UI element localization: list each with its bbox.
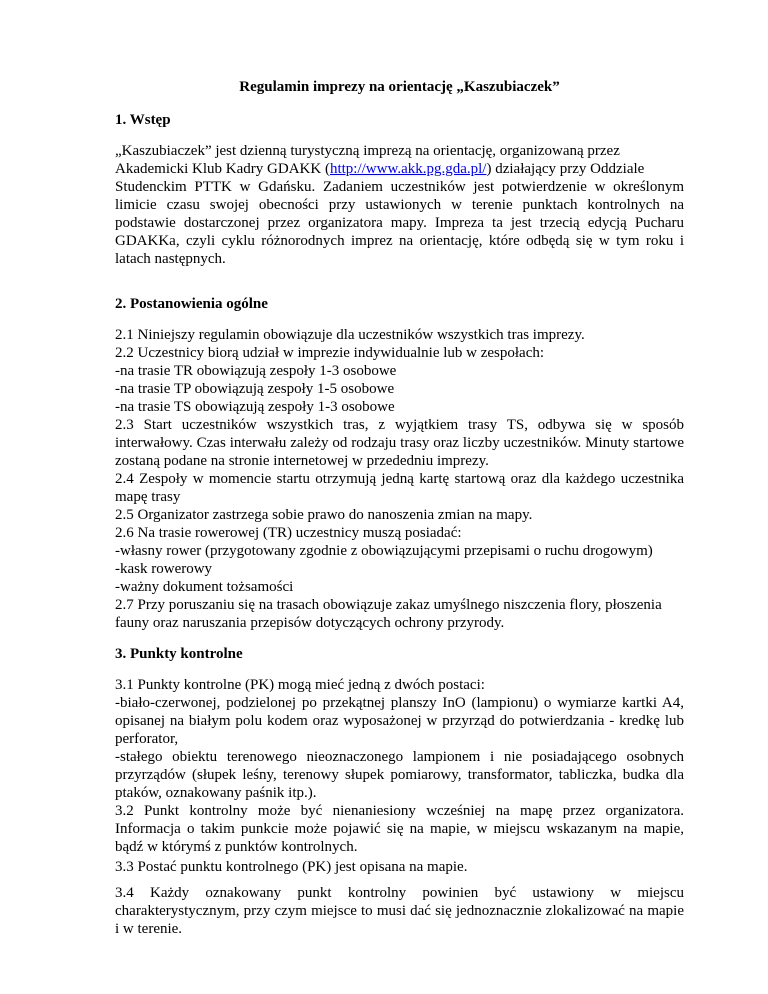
paragraph-2-2: 2.2 Uczestnicy biorą udział w imprezie indywidualnie lub w zespołach:: [115, 345, 545, 361]
section-1-line-1: „Kaszubiaczek” jest dzienną turystyczną imprezą na orientację, organizowaną przez: [115, 143, 620, 159]
list-item-2-2-ts: -na trasie TS obowiązują zespoły 1-3 osobowe: [115, 399, 395, 415]
list-item-2-6-bike: -własny rower (przygotowany zgodnie z obowiązującymi przepisami o ruchu drogowym): [115, 543, 653, 559]
paragraph-2-5: 2.5 Organizator zastrzega sobie prawo do nanoszenia zmian na mapy.: [115, 507, 533, 523]
section-1-body: Studenckim PTTK w Gdańsku. Zadaniem uczestników jest potwierdzenie w określonym limicie czasu swojej obecności przy ustawionych w terenie punktach kontrolnych na podstawie dostarczonej przez organizatora mapy. Impreza ta jest trzecią edycją Pucharu GDAKKa, czyli cyklu różnorodnych imprez na orientację, które odbędą się w tym roku i latach następnych.: [115, 179, 684, 267]
paragraph-2-4: 2.4 Zespoły w momencie startu otrzymują jedną kartę startową oraz dla każdego uczestnika mapę trasy: [115, 471, 684, 505]
paragraph-2-1: 2.1 Niniejszy regulamin obowiązuje dla uczestników wszystkich tras imprezy.: [115, 327, 585, 343]
paragraph-3-3: 3.3 Postać punktu kontrolnego (PK) jest opisana na mapie.: [115, 859, 468, 875]
section-1-line-2-post: ) działający przy Oddziale: [486, 161, 645, 177]
section-3-heading: 3. Punkty kontrolne: [115, 646, 243, 662]
section-1-line-2: [115, 160, 684, 178]
section-1-line-2-pre: Akademicki Klub Kadry GDAKK (: [115, 161, 330, 177]
section-2-heading: 2. Postanowienia ogólne: [115, 296, 268, 312]
akk-website-link[interactable]: http://www.akk.pg.gda.pl/: [329, 161, 487, 177]
list-item-3-1-object: -stałego obiektu terenowego nieoznaczonego lampionem i nie posiadającego osobnych przyrządów (słupek leśny, terenowy słupek pomiarowy, transformator, tabliczka, budka dla ptaków, oznakowany paśnik itp.).: [115, 749, 684, 801]
paragraph-2-7: 2.7 Przy poruszaniu się na trasach obowiązuje zakaz umyślnego niszczenia flory, płoszenia fauny oraz naruszania przepisów dotyczących ochrony przyrody.: [115, 597, 662, 631]
list-item-3-1-lampion: -biało-czerwonej, podzielonej po przekątnej planszy InO (lampionu) o wymiarze kartki A4, opisanej na białym polu kodem oraz wyposażonej w przyrząd do potwierdzania - kredkę lub perforator,: [115, 695, 684, 747]
paragraph-3-1: 3.1 Punkty kontrolne (PK) mogą mieć jedną z dwóch postaci:: [115, 677, 485, 693]
section-1-heading: 1. Wstęp: [115, 112, 171, 128]
list-item-2-6-helmet: -kask rowerowy: [115, 561, 213, 577]
list-item-2-2-tp: -na trasie TP obowiązują zespoły 1-5 osobowe: [115, 381, 395, 397]
paragraph-3-4: 3.4 Każdy oznakowany punkt kontrolny powinien być ustawiony w miejscu charakterystycznym, przy czym miejsce to musi dać się jednoznacznie zlokalizować na mapie i w terenie.: [115, 885, 684, 937]
paragraph-2-3: 2.3 Start uczestników wszystkich tras, z wyjątkiem trasy TS, odbywa się w sposób interwałowy. Czas interwału zależy od rodzaju trasy oraz liczby uczestników. Minuty startowe zostaną podane na stronie internetowej w przededniu imprezy.: [115, 417, 684, 469]
document-title: Regulamin imprezy na orientację „Kaszubiaczek”: [239, 79, 560, 95]
list-item-2-6-id: -ważny dokument tożsamości: [115, 579, 294, 595]
paragraph-2-6: 2.6 Na trasie rowerowej (TR) uczestnicy muszą posiadać:: [115, 525, 462, 541]
list-item-2-2-tr: -na trasie TR obowiązują zespoły 1-3 osobowe: [115, 363, 397, 379]
document-page: [115, 78, 684, 938]
paragraph-3-2: 3.2 Punkt kontrolny może być nienaniesiony wcześniej na mapę przez organizatora. Informacja o takim punkcie może pojawić się na mapie, w miejscu wskazanym na mapie, bądź w którymś z punktów kontrolnych.: [115, 803, 684, 855]
